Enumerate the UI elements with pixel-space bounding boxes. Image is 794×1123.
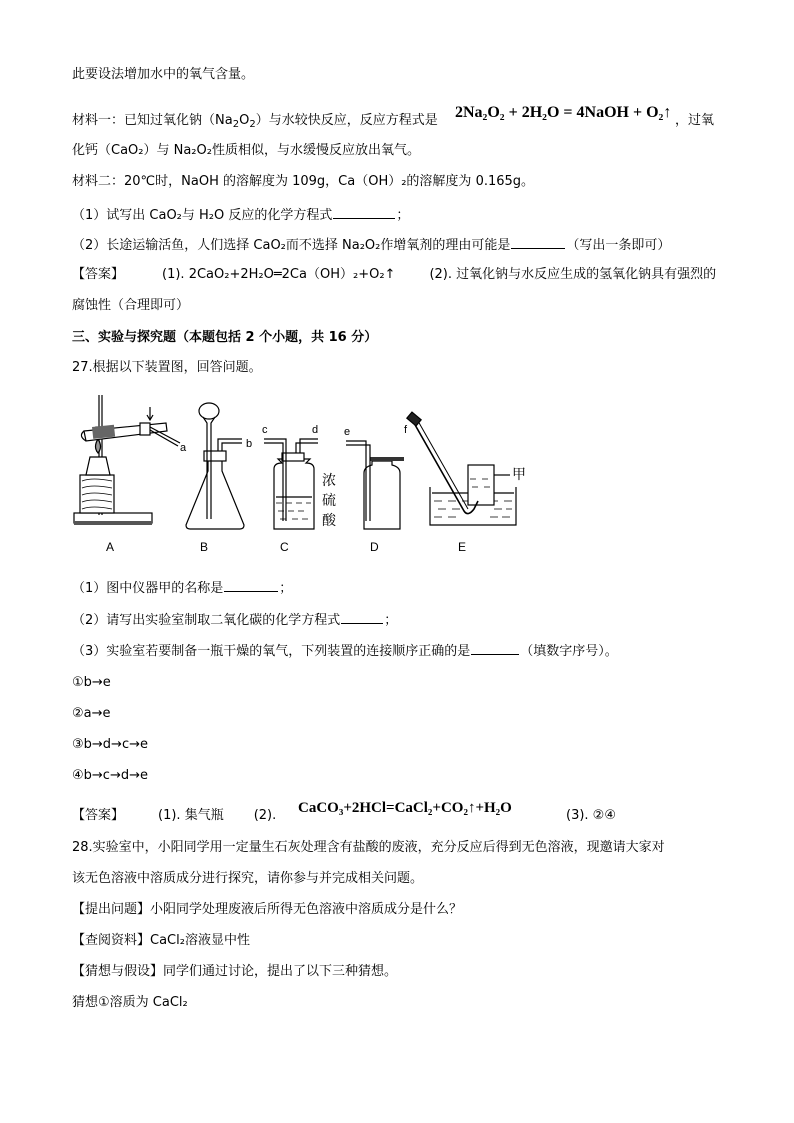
q27-answer [72, 807, 276, 825]
q26-answer-1: (1). 2CaO₂+2H₂O═2Ca（OH）₂+O₂↑ [162, 267, 396, 282]
apparatus-C [264, 439, 318, 529]
q28-guess-text: 同学们通过讨论，提出了以下三种猜想。 [163, 964, 398, 979]
material1-o2: O [239, 113, 250, 128]
q26-answer-label: 【答案】 [72, 267, 125, 282]
q28-line1: 28.实验室中，小阳同学用一定量生石灰处理含有盐酸的废液，充分反应后得到无色溶液，现邀请大家对 [72, 840, 665, 855]
q27-answer-3: (3). ②④ [566, 808, 616, 823]
apparatus-B [186, 403, 244, 529]
q27-q3-blank [471, 641, 519, 655]
q28-ask [72, 901, 462, 919]
q26-q2-blank [511, 235, 565, 249]
material1-line2: 化钙（CaO₂）与 Na₂O₂性质相似，与水缓慢反应放出氧气。 [72, 143, 420, 158]
material1-equation: 2Na₂O₂ + 2H₂O = 4NaOH + O₂↑ [455, 104, 672, 121]
lab-apparatus-figure [70, 393, 560, 565]
label-liu: 硫 [322, 492, 336, 508]
q27-q1-blank [224, 578, 278, 592]
q28-ref-text: CaCl₂溶液显中性 [150, 933, 250, 948]
q26-q2-text: （2）长途运输活鱼，人们选择 CaO₂而不选择 Na₂O₂作增氧剂的理由可能是 [72, 238, 511, 253]
q27-answer-2-label: (2). [253, 808, 277, 823]
q28-guess1: 猜想①溶质为 CaCl₂ [72, 995, 188, 1010]
q27-q3 [72, 641, 618, 661]
q27-option-2: ②a→e [72, 706, 111, 721]
label-e: e [344, 426, 351, 438]
label-f: f [404, 424, 408, 436]
q27-answer-label: 【答案】 [72, 808, 125, 823]
q26-q2 [72, 235, 670, 255]
q27-q3-text: （3）实验室若要制备一瓶干燥的氧气，下列装置的连接顺序正确的是 [72, 644, 471, 659]
label-jia: 甲 [512, 466, 526, 482]
apparatus-E [407, 412, 516, 525]
label-nong: 浓 [322, 472, 336, 488]
material2-line: 材料二：20℃时，NaOH 的溶解度为 109g，Ca（OH）₂的溶解度为 0.165g。 [72, 174, 535, 189]
q26-q1-blank [333, 205, 395, 219]
label-B: B [200, 540, 209, 554]
q26-answer [72, 266, 716, 284]
q26-q1-end: ； [396, 208, 410, 223]
q28-line2: 该无色溶液中溶质成分进行探究，请你参与并完成相关问题。 [72, 871, 424, 886]
apparatus-D [346, 441, 404, 529]
q27-q3-end: （填数字序号）。 [520, 644, 618, 659]
label-suan: 酸 [322, 512, 336, 528]
q28-ask-text: 小阳同学处理废液后所得无色溶液中溶质成分是什么？ [150, 902, 463, 917]
q27-q2-text: （2）请写出实验室制取二氧化碳的化学方程式 [72, 613, 341, 628]
q26-q2-end: （写出一条即可） [566, 238, 671, 253]
q26-answer-cont: 腐蚀性（合理即可） [72, 298, 190, 313]
label-a: a [180, 442, 187, 454]
label-b: b [246, 438, 253, 450]
q27-option-3: ③b→d→c→e [72, 737, 148, 752]
label-c: c [262, 424, 268, 436]
q27-q2-blank [341, 610, 383, 624]
label-d: d [312, 424, 319, 436]
q27-q1-text: （1）图中仪器甲的名称是 [72, 581, 224, 596]
q27-option-4: ④b→c→d→e [72, 768, 148, 783]
label-D: D [370, 540, 379, 554]
material1-after-eq: ，过氧 [675, 113, 715, 128]
material1-prefix: 材料一：已知过氧化钠（Na [72, 113, 233, 128]
q27-stem: 27.根据以下装置图，回答问题。 [72, 360, 262, 375]
apparatus-A [74, 395, 180, 525]
section3-title: 三、实验与探究题（本题包括 2 个小题，共 16 分） [72, 330, 378, 345]
label-A: A [106, 540, 115, 554]
q27-option-1: ①b→e [72, 675, 111, 690]
q27-q2 [72, 610, 397, 630]
q27-answer-2-equation: CaCO₃+2HCl=CaCl₂+CO₂↑+H₂O [298, 800, 512, 816]
q28-guess-label: 【猜想与假设】 [72, 964, 164, 979]
q26-answer-2: (2). 过氧化钠与水反应生成的氢氧化钠具有强烈的 [429, 267, 717, 282]
q27-q1 [72, 578, 292, 598]
q28-ask-label: 【提出问题】 [72, 902, 151, 917]
q27-answer-1: (1). 集气瓶 [158, 808, 224, 823]
q28-ref-label: 【查阅资料】 [72, 933, 151, 948]
intro-line: 此要设法增加水中的氧气含量。 [72, 67, 255, 82]
q28-ref [72, 932, 250, 950]
material1-mid: ）与水较快反应，反应方程式是 [255, 113, 438, 128]
label-E: E [458, 540, 467, 554]
q27-q2-end: ； [384, 613, 398, 628]
label-C: C [280, 540, 289, 554]
material1-line1: 材料一：已知过氧化钠$(Na_2O_2)$与水较快反应，反应方程式是 [72, 113, 438, 130]
q28-guess [72, 963, 397, 981]
q27-q1-end: ； [279, 581, 293, 596]
q26-q1 [72, 205, 409, 225]
q26-q1-text: （1）试写出 CaO₂与 H₂O 反应的化学方程式 [72, 208, 333, 223]
